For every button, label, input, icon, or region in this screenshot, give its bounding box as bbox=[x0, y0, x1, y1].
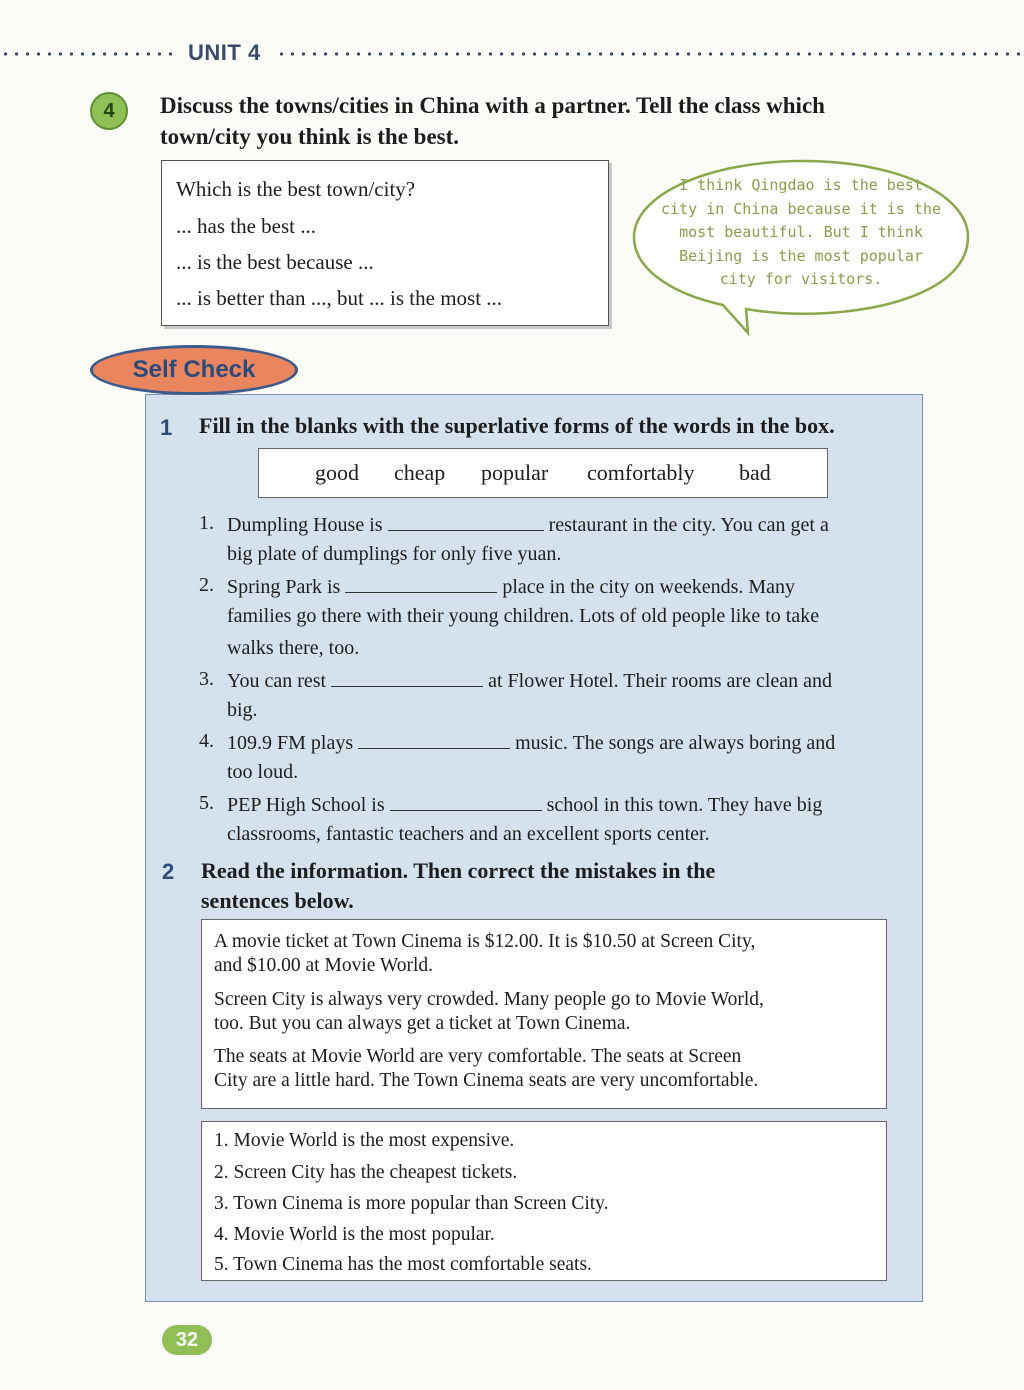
instruction-line: sentences below. bbox=[201, 888, 354, 913]
header-dots-right bbox=[276, 52, 1024, 56]
phrase: ... has the best ... bbox=[176, 214, 316, 238]
question-text: school in this town. They have big bbox=[546, 794, 823, 816]
bubble-line: Beijing is the most popular bbox=[679, 246, 923, 265]
question-text: too loud. bbox=[227, 761, 299, 783]
answer-blank[interactable] bbox=[358, 730, 510, 749]
statement: 4. Movie World is the most popular. bbox=[214, 1224, 495, 1245]
question-text: restaurant in the city. You can get a bbox=[548, 514, 829, 536]
info-line: City are a little hard. The Town Cinema seats are very uncomfortable. bbox=[214, 1070, 759, 1091]
section-2-instruction bbox=[201, 856, 715, 916]
question-text: big plate of dumplings for only five yuan. bbox=[227, 543, 562, 565]
answer-blank[interactable] bbox=[331, 668, 483, 687]
question-text: Spring Park is bbox=[227, 576, 341, 598]
info-line: A movie ticket at Town Cinema is $12.00. It is $10.50 at Screen City, bbox=[214, 931, 756, 952]
question-4 bbox=[227, 730, 835, 755]
question-text: classrooms, fantastic teachers and an excellent sports center. bbox=[227, 823, 710, 845]
answer-blank[interactable] bbox=[345, 574, 497, 593]
instruction-line: town/city you think is the best. bbox=[160, 124, 460, 149]
info-line: too. But you can always get a ticket at Town Cinema. bbox=[214, 1013, 631, 1034]
word-cheap: cheap bbox=[394, 460, 446, 485]
bubble-line: city in China because it is the bbox=[661, 199, 941, 218]
speech-bubble-text bbox=[656, 174, 946, 292]
question-3 bbox=[227, 668, 832, 693]
word-box bbox=[258, 448, 828, 498]
question-text: PEP High School is bbox=[227, 794, 385, 816]
question-text: You can rest bbox=[227, 670, 327, 692]
question-number: 4. bbox=[199, 730, 214, 752]
statement: 1. Movie World is the most expensive. bbox=[214, 1130, 515, 1151]
instruction-line: Discuss the towns/cities in China with a partner. Tell the class which bbox=[160, 93, 825, 118]
question-2 bbox=[227, 574, 795, 599]
question-text: families go there with their young children. Lots of old people like to take bbox=[227, 605, 820, 627]
question-text: place in the city on weekends. Many bbox=[502, 576, 796, 598]
section-1-number: 1 bbox=[160, 415, 173, 440]
question-text: 109.9 FM plays bbox=[227, 732, 354, 754]
statement: 3. Town Cinema is more popular than Screen City. bbox=[214, 1193, 609, 1214]
info-line: Screen City is always very crowded. Many people go to Movie World, bbox=[214, 989, 764, 1010]
question-number: 2. bbox=[199, 574, 214, 596]
page-number: 32 bbox=[162, 1325, 212, 1355]
question-number: 1. bbox=[199, 512, 214, 534]
bubble-line: city for visitors. bbox=[719, 270, 883, 288]
phrase: Which is the best town/city? bbox=[176, 177, 416, 201]
word-good: good bbox=[315, 460, 359, 485]
statement: 5. Town Cinema has the most comfortable seats. bbox=[214, 1254, 592, 1275]
word-comfortably: comfortably bbox=[587, 460, 695, 485]
statements-box bbox=[201, 1121, 887, 1281]
question-text: walks there, too. bbox=[227, 637, 360, 659]
info-line: The seats at Movie World are very comfortable. The seats at Screen bbox=[214, 1046, 742, 1067]
question-number: 5. bbox=[199, 792, 214, 814]
question-text: music. The songs are always boring and bbox=[515, 732, 836, 754]
answer-blank[interactable] bbox=[388, 512, 544, 531]
question-number: 3. bbox=[199, 668, 214, 690]
header-dots-left bbox=[0, 52, 176, 56]
info-line: and $10.00 at Movie World. bbox=[214, 955, 434, 976]
question-1 bbox=[227, 512, 829, 537]
bubble-line: I think Qingdao is the best bbox=[679, 176, 923, 194]
section-2-number: 2 bbox=[162, 859, 175, 884]
question-text: big. bbox=[227, 699, 258, 721]
self-check-label: Self Check bbox=[90, 345, 298, 395]
phrase: ... is better than ..., but ... is the most ... bbox=[176, 286, 503, 310]
information-box bbox=[201, 919, 887, 1109]
section-1-instruction: Fill in the blanks with the superlative forms of the words in the box. bbox=[199, 413, 835, 438]
unit-title: UNIT 4 bbox=[188, 40, 261, 65]
statement: 2. Screen City has the cheapest tickets. bbox=[214, 1162, 518, 1183]
question-text: at Flower Hotel. Their rooms are clean and bbox=[488, 670, 833, 692]
instruction-line: Read the information. Then correct the mistakes in the bbox=[201, 858, 716, 883]
word-bad: bad bbox=[739, 460, 771, 485]
bubble-line: most beautiful. But I think bbox=[679, 223, 923, 241]
answer-blank[interactable] bbox=[390, 792, 542, 811]
word-popular: popular bbox=[481, 460, 549, 485]
question-text: Dumpling House is bbox=[227, 514, 383, 536]
phrase: ... is the best because ... bbox=[176, 250, 374, 274]
useful-phrases-box bbox=[161, 160, 609, 326]
question-5 bbox=[227, 792, 822, 817]
exercise-4-instruction bbox=[160, 90, 960, 152]
exercise-4-number: 4 bbox=[90, 92, 128, 130]
